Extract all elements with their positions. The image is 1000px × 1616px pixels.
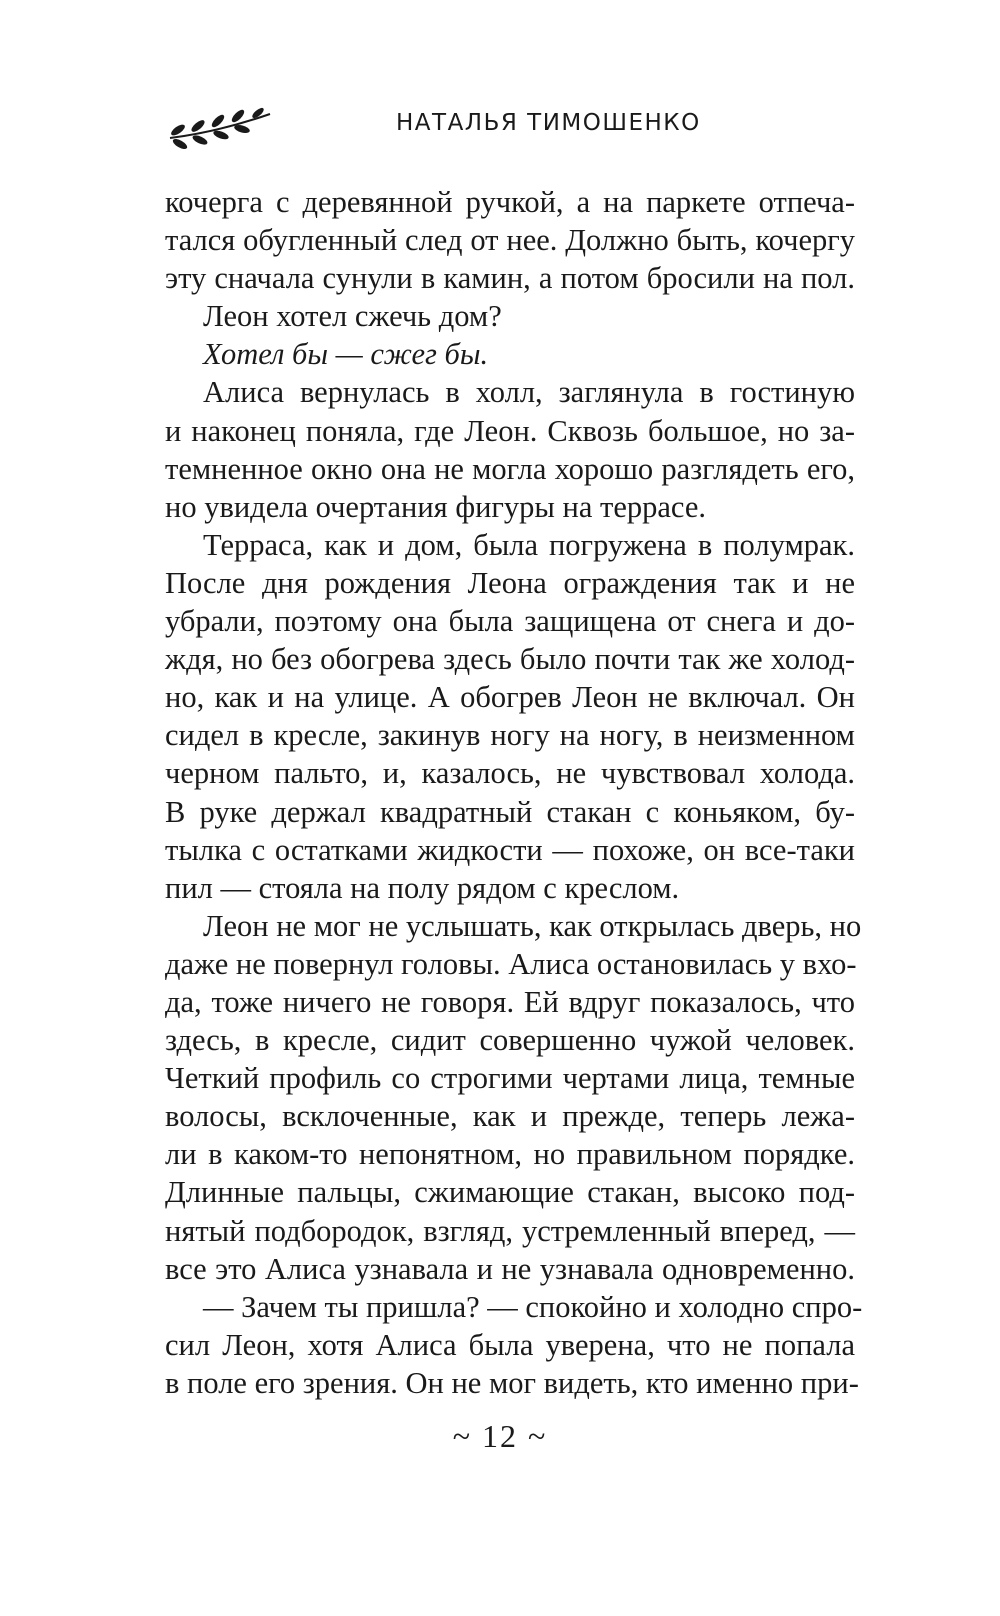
text-line: но, как и на улице. А обогрев Леон не включал. Он (165, 680, 855, 715)
text-line: Леон не мог не услышать, как открылась дверь, но (203, 908, 862, 943)
leaf-branch-icon (168, 106, 272, 150)
text-line: пил — стояла на полу рядом с креслом. (165, 870, 680, 905)
text-line: черном пальто, и, казалось, не чувствовал холода. (165, 756, 855, 791)
text-line: здесь, в кресле, сидит совершенно чужой человек. (165, 1023, 855, 1058)
text-line: Хотел бы — сжег бы. (203, 337, 489, 372)
text-line: Терраса, как и дом, была погружена в полумрак. (203, 527, 855, 562)
text-line: но увидела очертания фигуры на террасе. (165, 489, 707, 524)
text-line: даже не повернул головы. Алиса остановилась у вхо- (165, 946, 857, 981)
author-name: НАТАЛЬЯ ТИМОШЕНКО (396, 110, 701, 136)
text-line: Четкий профиль со строгими чертами лица, темные (165, 1061, 855, 1096)
page-number: ~ 12 ~ (452, 1418, 548, 1454)
text-line: и наконец поняла, где Леон. Сквозь большое, но за- (165, 413, 855, 448)
text-line: в поле его зрения. Он не мог видеть, кто именно при- (165, 1365, 859, 1400)
text-line: ждя, но без обогрева здесь было почти так же холод- (165, 642, 855, 677)
text-line: ли в каком-то непонятном, но правильном порядке. (165, 1137, 855, 1172)
text-line: да, тоже ничего не говоря. Ей вдруг показалось, что (165, 984, 855, 1019)
text-line: После дня рождения Леона ограждения так и не (165, 565, 855, 600)
text-line: тался обугленный след от нее. Должно быть, кочергу (165, 223, 855, 258)
text-line: волосы, всклоченные, как и прежде, теперь лежа- (165, 1099, 855, 1134)
text-line: Леон хотел сжечь дом? (203, 299, 502, 334)
running-header (160, 102, 860, 152)
text-line: нятый подбородок, взгляд, устремленный вперед, — (165, 1213, 855, 1248)
text-line: В руке держал квадратный стакан с коньяком, бу- (165, 794, 855, 829)
text-line: кочерга с деревянной ручкой, а на паркете отпеча- (165, 185, 855, 219)
text-line: тылка с остатками жидкости — похоже, он все-таки (165, 832, 855, 867)
text-line: убрали, поэтому она была защищена от снега и до- (165, 604, 855, 639)
text-line: эту сначала сунули в камин, а потом бросили на пол. (165, 261, 855, 296)
body-text (165, 183, 863, 1402)
text-line: — Зачем ты пришла? — спокойно и холодно спро- (203, 1289, 863, 1324)
text-line: темненное окно она не могла хорошо разглядеть его, (165, 451, 855, 486)
text-line: Длинные пальцы, сжимающие стакан, высоко под- (165, 1175, 855, 1210)
text-line: сил Леон, хотя Алиса была уверена, что не попала (165, 1327, 855, 1362)
text-line: все это Алиса узнавала и не узнавала одновременно. (165, 1251, 855, 1286)
text-line: Алиса вернулась в холл, заглянула в гостиную (203, 375, 855, 410)
text-line: сидел в кресле, закинув ногу на ногу, в неизменном (165, 718, 855, 753)
